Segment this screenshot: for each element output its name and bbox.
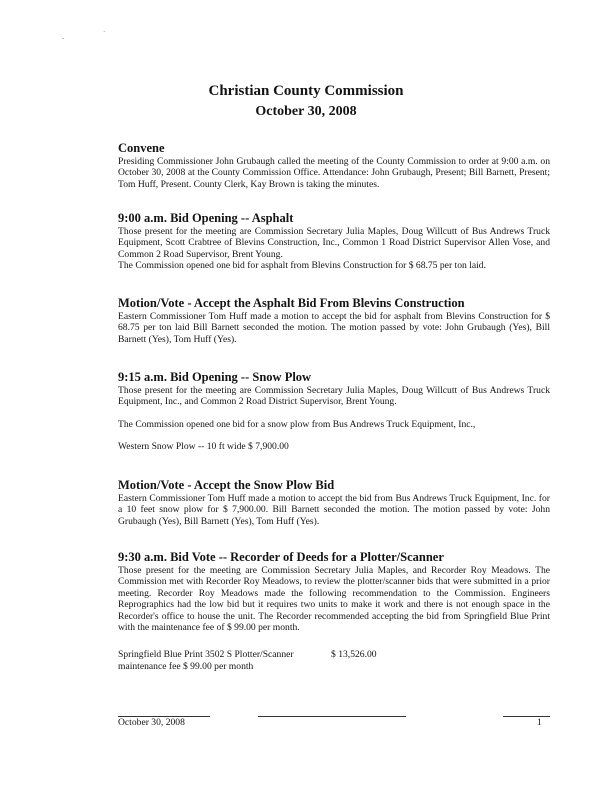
section-plotter-scanner-bid-vote (118, 550, 550, 633)
document-title: Christian County Commission (208, 83, 404, 99)
section-paragraph: Those present for the meeting are Commission Secretary Julia Maples, and Recorder Roy Meadows. The Commission met with Recorder Roy Meadows, to review the plotter/scanner bids that were submitted in a prior meeting. Recorder Roy Meadows made the following recommendation to the Commission. Engineers Reprographics had the low bid but it requires two units to make it work and there is not enough space in the Recorder's office to house the unit. The Recorder recommended accepting the bid from Springfield Blue Print with the maintenance fee of $ 99.00 per month. (118, 565, 550, 634)
section-paragraph: Those present for the meeting are Commission Secretary Julia Maples, Doug Willcutt of Bus Andrews Truck Equipment, Inc., and Common 2 Road District Supervisor, Brent Young. (118, 385, 550, 408)
section-heading: Motion/Vote - Accept the Snow Plow Bid (118, 478, 335, 492)
scan-mark: · (103, 28, 106, 36)
section-paragraph: Those present for the meeting are Commission Secretary Julia Maples, Doug Willcutt of Bus Andrews Truck Equipment, Scott Crabtree of Blevins Construction, Inc., Common 1 Road District Supervisor Allen Vose, and Common 2 Road Supervisor, Brent Young. (118, 226, 550, 260)
scan-mark: - (62, 34, 65, 42)
section-heading: Motion/Vote - Accept the Asphalt Bid From Blevins Construction (118, 296, 465, 310)
section-asphalt-motion (118, 296, 550, 345)
section-heading: 9:30 a.m. Bid Vote -- Recorder of Deeds for a Plotter/Scanner (118, 550, 444, 564)
document-date: October 30, 2008 (255, 104, 357, 119)
section-paragraph: Eastern Commissioner Tom Huff made a motion to accept the bid from Bus Andrews Truck Equipment, Inc. for a 10 feet snow plow for $ 7,900.00. Bill Barnett seconded the motion. The motion passed by vote: John Grubaugh (Yes), Bill Barnett (Yes), Tom Huff (Yes). (118, 493, 550, 527)
section-paragraph: Presiding Commissioner John Grubaugh called the meeting of the County Commission to order at 9:00 a.m. on October 30, 2008 at the County Commission Office. Attendance: John Grubaugh, Present; Bill Barnett, Present; Tom Huff, Present. County Clerk, Kay Brown is taking the minutes. (118, 156, 550, 190)
section-paragraph: The Commission opened one bid for a snow plow from Bus Andrews Truck Equipment, Inc., (118, 418, 476, 430)
section-heading: 9:00 a.m. Bid Opening -- Asphalt (118, 211, 294, 225)
bid-summary-line: Springfield Blue Print 3502 S Plotter/Scanner (118, 649, 294, 660)
footer-rule-right (503, 716, 550, 717)
section-snow-plow-bid-opening (118, 370, 550, 453)
section-paragraph: Western Snow Plow -- 10 ft wide $ 7,900.00 (118, 441, 289, 453)
bid-summary-amount: $ 13,526.00 (331, 649, 377, 660)
bid-summary-maintenance: maintenance fee $ 99.00 per month (118, 661, 254, 672)
page-number: 1 (537, 717, 542, 728)
section-heading: 9:15 a.m. Bid Opening -- Snow Plow (118, 370, 312, 384)
section-asphalt-bid-opening (118, 211, 550, 272)
section-convene (118, 141, 550, 190)
footer-rule-center (258, 716, 406, 717)
section-paragraph: The Commission opened one bid for asphalt from Blevins Construction for $ 68.75 per ton laid. (118, 260, 486, 272)
section-paragraph: Eastern Commissioner Tom Huff made a motion to accept the bid for asphalt from Blevins Construction for $ 68.75 per ton laid Bill Barnett seconded the motion. The motion passed by vote: John Grubaugh (Yes), Bill Barnett (Yes), Tom Huff (Yes). (118, 311, 550, 345)
section-snow-plow-motion (118, 478, 550, 527)
footer-date: October 30, 2008 (118, 717, 185, 728)
section-heading: Convene (118, 141, 165, 155)
